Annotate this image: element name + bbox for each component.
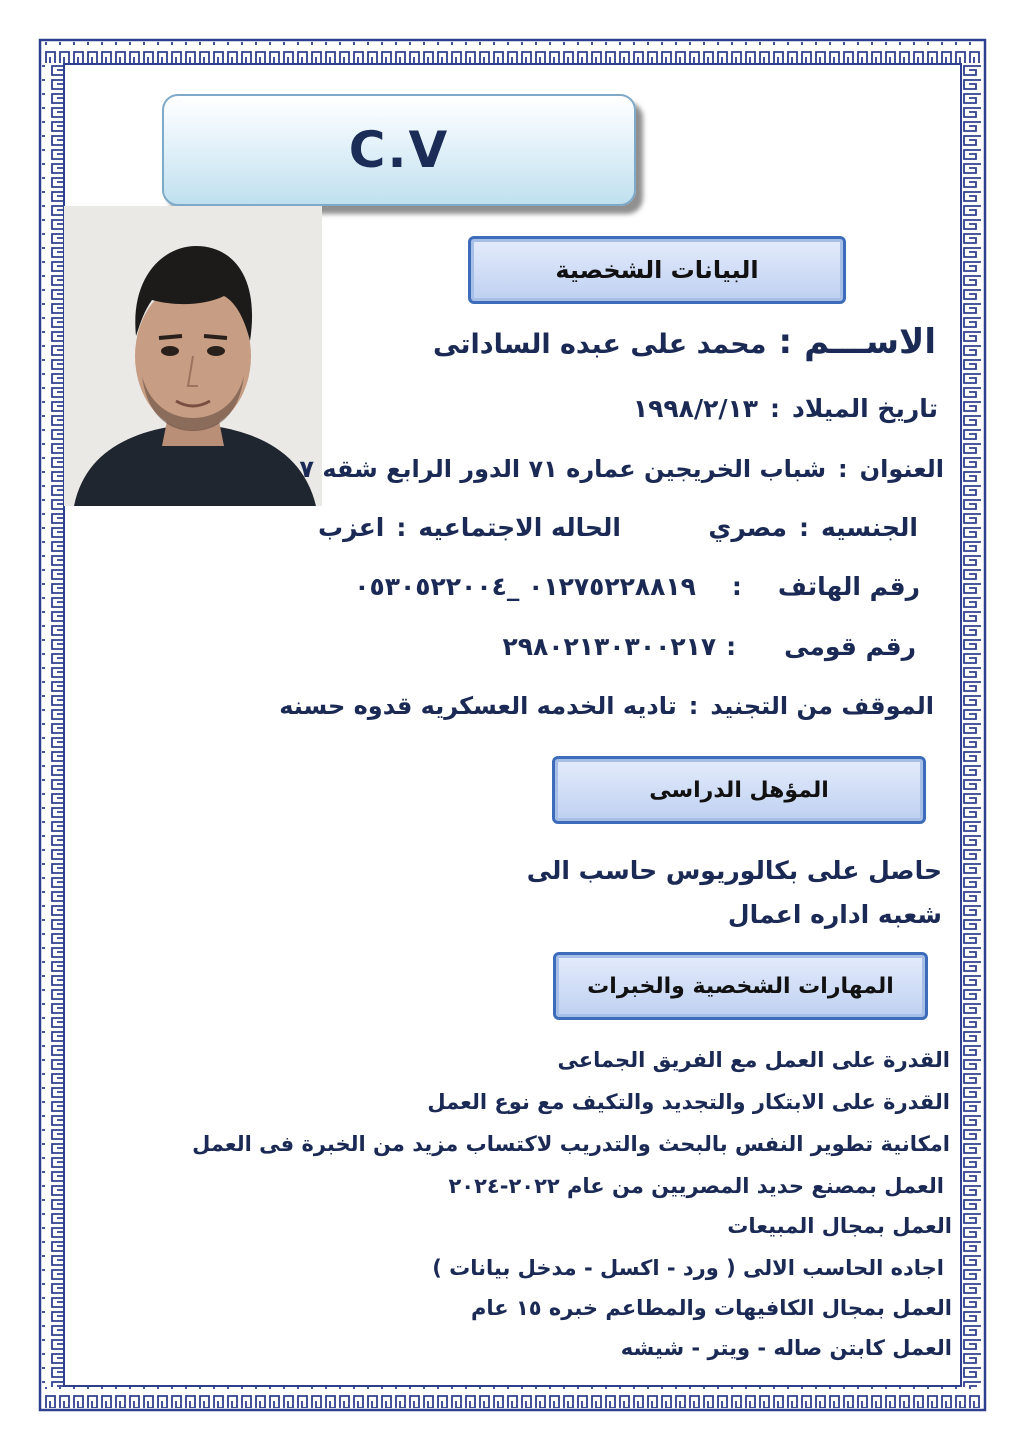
- marital-value: اعزب: [318, 513, 385, 542]
- national-id-row: رقم قومى:٢٩٨٠٢١٣٠٣٠٠٢١٧: [502, 632, 916, 661]
- phone-label: رقم الهاتف: [777, 572, 920, 601]
- military-row: الموقف من التجنيد:تاديه الخدمه العسكريه قدوه حسنه: [279, 692, 934, 720]
- skill-item: اجاده الحاسب الالى ( ورد - اكسل - مدخل بيانات ): [432, 1256, 944, 1280]
- national-id-value: ٢٩٨٠٢١٣٠٣٠٠٢١٧: [502, 632, 717, 661]
- birth-value: ١٩٩٨/٢/١٣: [632, 394, 758, 423]
- cv-title: C.V: [162, 94, 636, 206]
- address-label: العنوان: [859, 455, 944, 483]
- skill-item: العمل بمجال المبيعات: [727, 1214, 952, 1238]
- skill-item: العمل كابتن صاله - ويتر - شيشه: [620, 1336, 952, 1360]
- address-value: شباب الخريجين عماره ٧١ الدور الرابع شقه ٧: [299, 455, 827, 483]
- section-skills: المهارات الشخصية والخبرات: [553, 952, 928, 1020]
- skill-item: امكانية تطوير النفس بالبحث والتدريب لاكتساب مزيد من الخبرة فى العمل: [192, 1132, 950, 1156]
- phone-value: ٠١٢٧٥٢٢٨٨١٩ _٠٥٣٠٥٢٢٠٠٤: [354, 572, 696, 601]
- nationality-label: الجنسيه: [821, 513, 918, 542]
- military-label: الموقف من التجنيد: [710, 692, 934, 720]
- name-label: الاســـم: [804, 322, 936, 362]
- address-row: العنوان:شباب الخريجين عماره ٧١ الدور الرابع شقه ٧: [299, 455, 944, 483]
- name-row: الاســـم:محمد على عبده الساداتى: [433, 322, 936, 362]
- education-line-1: حاصل على بكالوريوس حاسب الى: [526, 856, 942, 885]
- skill-item: القدرة على الابتكار والتجديد والتكيف مع نوع العمل: [427, 1090, 950, 1114]
- name-value: محمد على عبده الساداتى: [433, 329, 767, 360]
- profile-photo: [64, 206, 322, 506]
- nationality-row: الجنسيه:مصري الحاله الاجتماعيه:اعزب: [318, 513, 918, 542]
- skill-item: القدرة على العمل مع الفريق الجماعى: [557, 1048, 950, 1072]
- phone-row: رقم الهاتف:٠١٢٧٥٢٢٨٨١٩ _٠٥٣٠٥٢٢٠٠٤: [354, 572, 920, 601]
- national-id-label: رقم قومى: [784, 632, 916, 661]
- birth-row: تاريخ الميلاد:١٩٩٨/٢/١٣: [632, 394, 938, 423]
- nationality-value: مصري: [708, 513, 787, 542]
- section-education: المؤهل الدراسى: [552, 756, 926, 824]
- section-personal-data: البيانات الشخصية: [468, 236, 846, 304]
- marital-label: الحاله الاجتماعيه: [418, 513, 621, 542]
- skill-item: العمل بمصنع حديد المصريين من عام ٢٠٢٢-٢٠٢٤: [448, 1174, 944, 1198]
- military-value: تاديه الخدمه العسكريه قدوه حسنه: [279, 692, 677, 720]
- education-line-2: شعبه اداره اعمال: [727, 900, 942, 929]
- skill-item: العمل بمجال الكافيهات والمطاعم خبره ١٥ عام: [471, 1296, 952, 1320]
- birth-label: تاريخ الميلاد: [791, 394, 938, 423]
